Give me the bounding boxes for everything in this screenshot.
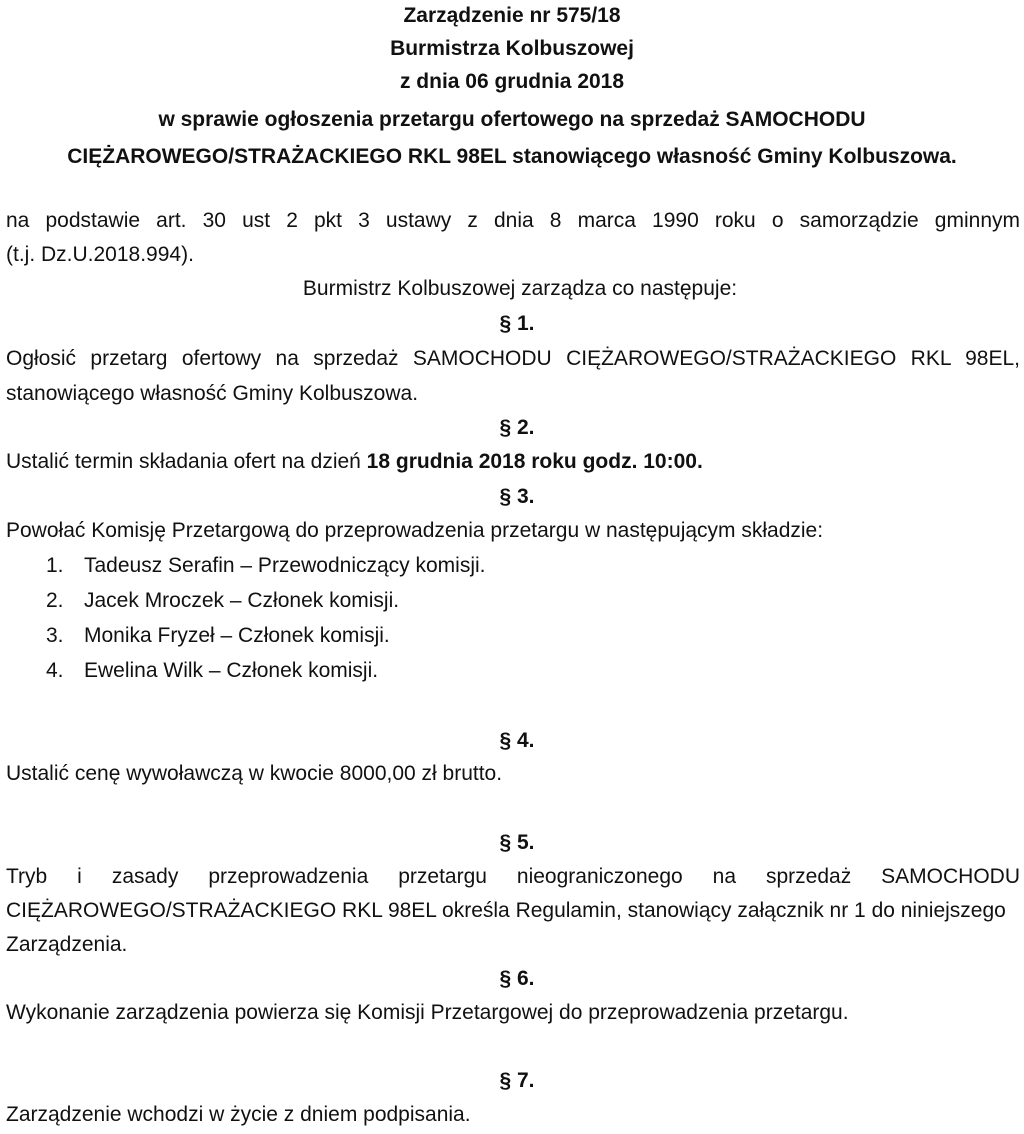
order-date: z dnia 06 grudnia 2018 — [399, 70, 625, 93]
section-5-line-3: Zarządzenia. — [6, 933, 128, 956]
section-2-deadline: 18 grudnia 2018 roku godz. 10:00. — [366, 450, 703, 473]
member-number: 2. — [46, 589, 64, 612]
member-number: 4. — [46, 659, 64, 682]
decree-statement: Burmistrz Kolbuszowej zarządza co następuje: — [302, 277, 738, 300]
order-number: Zarządzenie nr 575/18 — [403, 4, 621, 27]
member-number: 1. — [46, 554, 64, 577]
subject-line-2: CIĘŻAROWEGO/STRAŻACKIEGO RKL 98EL stanowiącego własność Gminy Kolbuszowa. — [67, 145, 957, 168]
section-7-mark: § 7. — [499, 1069, 535, 1092]
legal-basis-line-1: na podstawie art. 30 ust 2 pkt 3 ustawy z dnia 8 marca 1990 roku o samorządzie gminnym — [6, 209, 1020, 232]
section-5-line-1: Tryb i zasady przeprowadzenia przetargu nieograniczonego na sprzedaż SAMOCHODU — [6, 865, 1020, 888]
subject-line-1: w sprawie ogłoszenia przetargu ofertowego na sprzedaż SAMOCHODU — [158, 108, 866, 131]
legal-basis-line-2: (t.j. Dz.U.2018.994). — [6, 243, 194, 266]
member-entry: Jacek Mroczek – Członek komisji. — [84, 589, 400, 612]
section-2-text-plain: Ustalić termin składania ofert na dzień — [6, 450, 367, 473]
section-4-text: Ustalić cenę wywoławczą w kwocie 8000,00 zł brutto. — [6, 762, 503, 785]
issuer: Burmistrza Kolbuszowej — [390, 37, 634, 60]
section-1-line-2: stanowiącego własność Gminy Kolbuszowa. — [6, 382, 419, 405]
section-1-line-1: Ogłosić przetarg ofertowy na sprzedaż SAMOCHODU CIĘŻAROWEGO/STRAŻACKIEGO RKL 98EL, — [6, 347, 1020, 370]
section-3-intro: Powołać Komisję Przetargową do przeprowadzenia przetargu w następującym składzie: — [6, 519, 824, 542]
section-3-mark: § 3. — [499, 485, 535, 508]
member-entry: Tadeusz Serafin – Przewodniczący komisji. — [84, 554, 486, 577]
section-2-text — [6, 449, 703, 475]
member-entry: Ewelina Wilk – Członek komisji. — [84, 659, 379, 682]
section-5-mark: § 5. — [499, 831, 535, 854]
section-4-mark: § 4. — [499, 729, 535, 752]
section-1-mark: § 1. — [499, 312, 535, 335]
section-2-mark: § 2. — [499, 416, 535, 439]
section-7-text: Zarządzenie wchodzi w życie z dniem podpisania. — [6, 1103, 471, 1126]
member-number: 3. — [46, 624, 64, 647]
member-entry: Monika Fryzeł – Członek komisji. — [84, 624, 390, 647]
section-6-text: Wykonanie zarządzenia powierza się Komisji Przetargowej do przeprowadzenia przetargu. — [6, 1001, 849, 1024]
section-5-line-2: CIĘŻAROWEGO/STRAŻACKIEGO RKL 98EL określa Regulamin, stanowiący załącznik nr 1 do niniejszego — [6, 899, 1006, 922]
section-6-mark: § 6. — [499, 967, 535, 990]
